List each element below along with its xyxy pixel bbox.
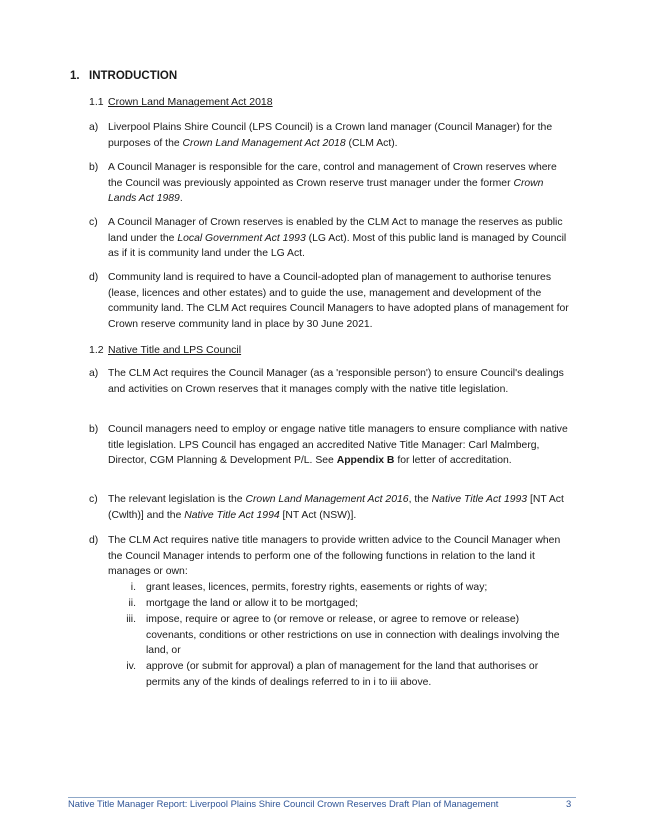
list-item <box>89 160 571 207</box>
item-label: a) <box>89 122 99 133</box>
item-label: d) <box>89 272 99 283</box>
footer-title: Native Title Manager Report: Liverpool Plains Shire Council Crown Reserves Draft Plan of Management <box>68 798 499 809</box>
list-item <box>89 366 571 397</box>
subsection-heading-native-title <box>89 344 241 356</box>
section-number: 1. <box>70 70 80 82</box>
sub-item-label: i. <box>130 582 136 593</box>
item-text: Community land is required to have a Council-adopted plan of management to authorise tenures (lease, licences and other estates) and to guide the use, management and development of the community land. The CLM Act requires Council Managers to have adopted plans of management for Crown reserve community land in place by 30 June 2021. <box>108 272 569 330</box>
item-text: The relevant legislation is the Crown Land Management Act 2016, the Native Title Act 1993 [NT Act (Cwlth)] and the Native Title Act 1994 [NT Act (NSW)]. <box>108 494 564 521</box>
section-heading <box>70 70 177 82</box>
sub-item-text: mortgage the land or allow it to be mortgaged; <box>146 598 358 609</box>
sub-item-label: iv. <box>126 661 136 672</box>
page-number: 3 <box>566 798 572 809</box>
list-item <box>89 492 571 523</box>
item-text: A Council Manager is responsible for the care, control and management of Crown reserves where the Council was previously appointed as Crown reserve trust manager under the former Crown Lands Act 1989. <box>108 162 557 205</box>
sub-list-item <box>108 612 571 659</box>
list-item <box>89 422 571 469</box>
item-text: Liverpool Plains Shire Council (LPS Council) is a Crown land manager (Council Manager) for the purposes of the Crown Land Management Act 2018 (CLM Act). <box>108 122 553 149</box>
item-text: The CLM Act requires the Council Manager (as a 'responsible person') to ensure Council's dealings and activities on Crown reserves that it manages comply with the native title legislation. <box>108 368 564 395</box>
subsection-number: 1.2 <box>89 344 104 356</box>
item-label: d) <box>89 535 99 546</box>
section-title: INTRODUCTION <box>89 70 178 82</box>
item-text: The CLM Act requires native title managers to provide written advice to the Council Manager when the Council Manager intends to perform one of the following functions in relation to the land it manages or own: <box>108 535 561 578</box>
list-item <box>89 270 571 332</box>
item-label: c) <box>89 494 98 505</box>
sub-item-text: approve (or submit for approval) a plan of management for the land that authorises or permits any of the kinds of dealings referred to in i to iii above. <box>146 661 539 688</box>
list-item <box>89 120 571 151</box>
sub-item-label: iii. <box>126 614 136 625</box>
sub-item-label: ii. <box>128 598 136 609</box>
subsection-title: Native Title and LPS Council <box>108 344 242 356</box>
subsection-number: 1.1 <box>89 96 104 108</box>
sub-list-item <box>108 580 571 596</box>
list-item <box>89 215 571 262</box>
item-label: c) <box>89 217 98 228</box>
subsection-title: Crown Land Management Act 2018 <box>108 96 273 108</box>
sub-item-text: grant leases, licences, permits, forestry rights, easements or rights of way; <box>146 582 488 593</box>
item-label: b) <box>89 424 99 435</box>
subsection-heading-crown-land <box>89 96 273 108</box>
sub-list-item <box>108 596 571 612</box>
sub-item-text: impose, require or agree to (or remove or release, or agree to remove or release) covenants, conditions or other restrictions on use in connection with dealings involving the land, or <box>146 614 560 657</box>
list-item <box>89 533 571 580</box>
sub-list-item <box>108 659 571 690</box>
item-text: Council managers need to employ or engage native title managers to ensure compliance with native title legislation. LPS Council has engaged an accredited Native Title Manager: Carl Malmberg, Director, CGM Planning & Development P/L. See Appendix B for letter of accreditation. <box>108 424 568 467</box>
item-text: A Council Manager of Crown reserves is enabled by the CLM Act to manage the reserves as public land under the Local Government Act 1993 (LG Act). Most of this public land is managed by Council as if it is community land under the LG Act. <box>108 217 567 260</box>
item-label: a) <box>89 368 99 379</box>
item-label: b) <box>89 162 99 173</box>
